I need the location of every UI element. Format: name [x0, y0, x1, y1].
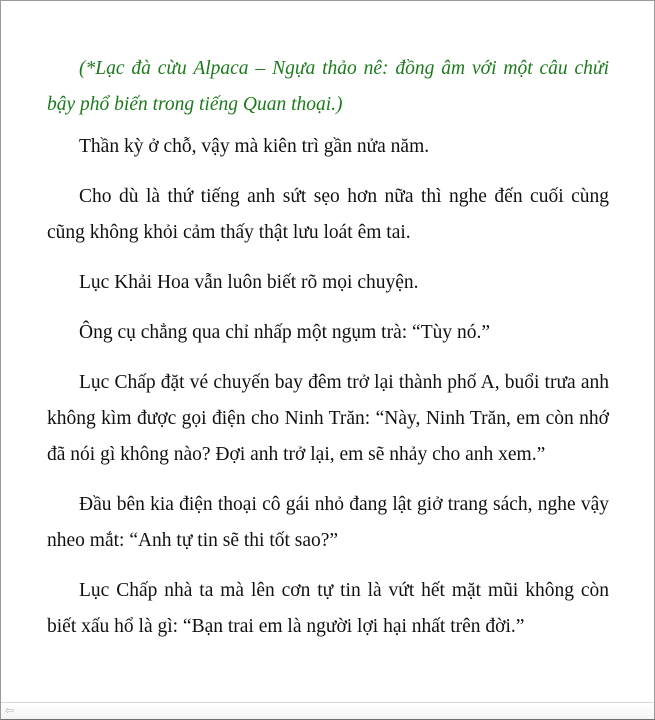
paragraph: Cho dù là thứ tiếng anh sứt sẹo hơn nữa thì nghe đến cuối cùng cũng không khỏi cảm thấy thật lưu loát êm tai. [47, 186, 609, 243]
translator-note: (*Lạc đà cừu Alpaca – Ngựa thảo nê: đồng âm với một câu chửi bậy phổ biến trong tiếng Quan thoại.) [47, 58, 609, 115]
document-page [47, 51, 609, 659]
paragraph: Lục Chấp nhà ta mà lên cơn tự tin là vứt hết mặt mũi không còn biết xấu hổ là gì: “Bạn trai em là người lợi hại nhất trên đời.” [47, 580, 609, 637]
paragraph: Lục Chấp đặt vé chuyến bay đêm trở lại thành phố A, buổi trưa anh không kìm được gọi điện cho Ninh Trăn: “Này, Ninh Trăn, em còn nhớ đã nói gì không nào? Đợi anh trở lại, em sẽ nhảy cho anh xem.” [47, 372, 609, 465]
left-arrow-icon[interactable]: ⇦ [5, 704, 15, 717]
paragraph: Đầu bên kia điện thoại cô gái nhỏ đang lật giở trang sách, nghe vậy nheo mắt: “Anh tự tin sẽ thi tốt sao?” [47, 494, 609, 551]
paragraph: Lục Khải Hoa vẫn luôn biết rõ mọi chuyện. [79, 272, 419, 293]
page-bottom-bar [1, 702, 654, 719]
paragraph: Ông cụ chẳng qua chỉ nhấp một ngụm trà: “Tùy nó.” [79, 322, 491, 343]
paragraph: Thần kỳ ở chỗ, vậy mà kiên trì gần nửa năm. [79, 136, 430, 157]
